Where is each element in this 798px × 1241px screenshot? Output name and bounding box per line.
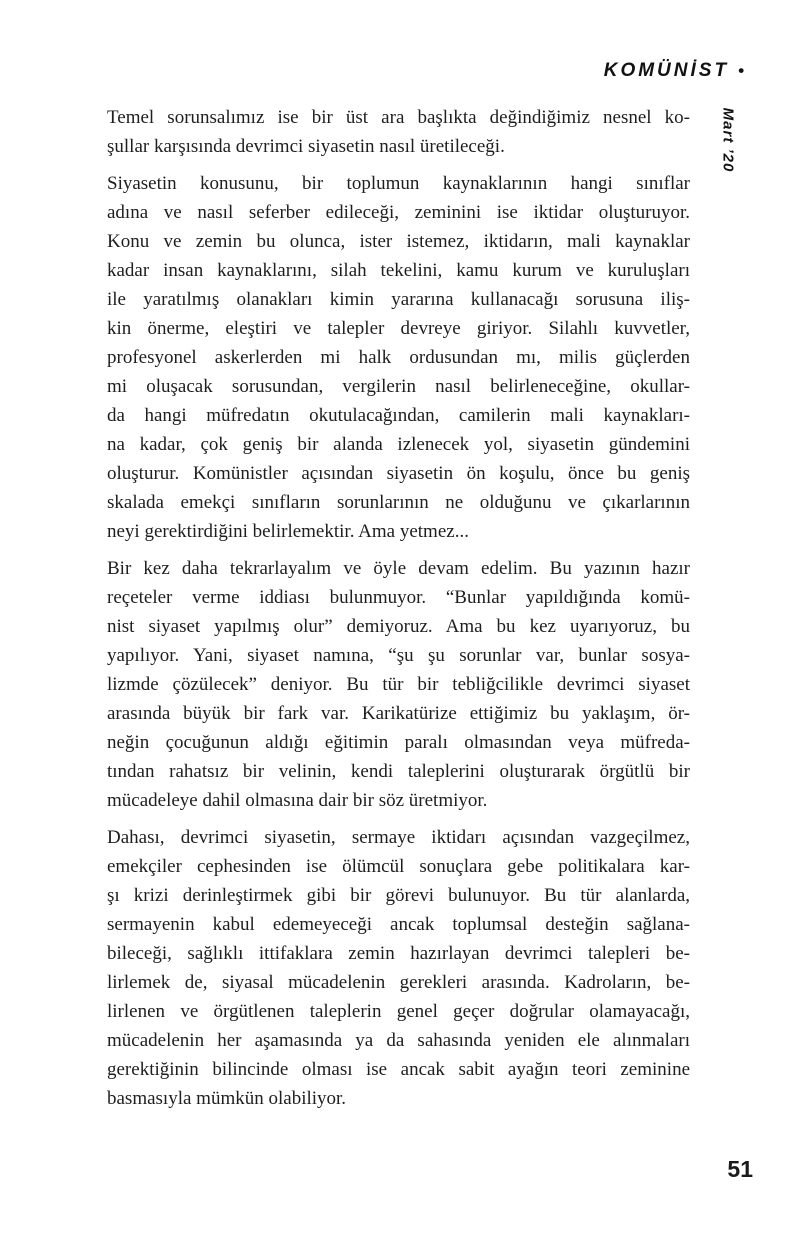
text-line: Konu ve zemin bu olunca, ister istemez, iktidarın, mali kaynaklar — [107, 231, 690, 252]
text-line: ile yaratılmış olanakları kimin yararına kullanacağı sorusuna iliş- — [107, 289, 690, 310]
text-line: oluşturur. Komünistler açısından siyasetin ön koşulu, önce bu geniş — [107, 463, 690, 484]
text-line: mücadelenin her aşamasında ya da sahasında yeniden ele alınmaları — [107, 1030, 690, 1051]
text-line: adına ve nasıl seferber edileceği, zeminini ise iktidar oluşturuyor. — [107, 202, 690, 223]
paragraph — [107, 103, 690, 161]
text-line: neyi gerektirdiğini belirlemektir. Ama yetmez... — [107, 521, 469, 542]
paragraph — [107, 554, 690, 815]
page-number: 51 — [727, 1156, 753, 1182]
header-bullet-icon: • — [738, 61, 744, 80]
issue-date: Mart ’20 — [719, 107, 737, 173]
text-line: basmasıyla mümkün olabiliyor. — [107, 1088, 347, 1109]
text-line: da hangi müfredatın okutulacağından, camilerin mali kaynakları- — [107, 405, 690, 426]
text-line: na kadar, çok geniş bir alanda izlenecek yol, siyasetin gündemini — [107, 434, 690, 455]
journal-title: KOMÜNİST — [603, 60, 730, 81]
text-line: profesyonel askerlerden mi halk ordusundan mı, milis güçlerden — [107, 347, 690, 368]
paragraph — [107, 823, 690, 1113]
text-line: tından rahatsız bir velinin, kendi taleplerini oluşturarak örgütlü bir — [107, 761, 690, 782]
text-line: mi oluşacak sorusundan, vergilerin nasıl belirleneceğine, okullar- — [107, 376, 690, 397]
text-line: nist siyaset yapılmış olur” demiyoruz. Ama bu kez uyarıyoruz, bu — [107, 616, 690, 637]
text-line: gerektiğinin bilincinde olması ise ancak sabit ayağın teori zeminine — [107, 1059, 690, 1080]
text-line: sermayenin kabul edemeyeceği ancak toplumsal desteğin sağlana- — [107, 914, 690, 935]
text-line: arasında büyük bir fark var. Karikatürize ettiğimiz bu yaklaşım, ör- — [107, 703, 690, 724]
text-line: şullar karşısında devrimci siyasetin nasıl üretileceği. — [107, 136, 505, 157]
paragraph — [107, 169, 690, 546]
text-line: skalada emekçi sınıfların sorunlarının ne olduğunu ve çıkarlarının — [107, 492, 690, 513]
text-line: bileceği, sağlıklı ittifaklara zemin hazırlayan devrimci talepleri be- — [107, 943, 690, 964]
text-line: mücadeleye dahil olmasına dair bir söz üretmiyor. — [107, 790, 488, 811]
text-line: Bir kez daha tekrarlayalım ve öyle devam edelim. Bu yazının hazır — [107, 558, 690, 579]
text-line: Dahası, devrimci siyasetin, sermaye iktidarı açısından vazgeçilmez, — [107, 827, 690, 848]
text-line: kadar insan kaynaklarını, silah tekelini, kamu kurum ve kuruluşları — [107, 260, 690, 281]
journal-header — [604, 60, 744, 82]
text-line: neğin çocuğunun aldığı eğitimin paralı olmasından veya müfreda- — [107, 732, 690, 753]
text-line: şı krizi derinleştirmek gibi bir görevi bulunuyor. Bu tür alanlarda, — [107, 885, 690, 906]
text-line: lirlenen ve örgütlenen taleplerin genel geçer doğrular olamayacağı, — [107, 1001, 690, 1022]
text-line: Temel sorunsalımız ise bir üst ara başlıkta değindiğimiz nesnel ko- — [107, 107, 690, 128]
text-line: yapılıyor. Yani, siyaset namına, “şu şu sorunlar var, bunlar sosya- — [107, 645, 690, 666]
body-text — [107, 103, 690, 1121]
text-line: emekçiler cephesinden ise ölümcül sonuçlara gebe politikalara kar- — [107, 856, 690, 877]
text-line: lizmde çözülecek” deniyor. Bu tür bir tebliğcilikle devrimci siyaset — [107, 674, 690, 695]
text-line: kin önerme, eleştiri ve talepler devreye giriyor. Silahlı kuvvetler, — [107, 318, 690, 339]
text-line: reçeteler verme iddiası bulunmuyor. “Bunlar yapıldığında komü- — [107, 587, 690, 608]
text-line: lirlemek de, siyasal mücadelenin gerekleri arasında. Kadroların, be- — [107, 972, 690, 993]
text-line: Siyasetin konusunu, bir toplumun kaynaklarının hangi sınıflar — [107, 173, 690, 194]
